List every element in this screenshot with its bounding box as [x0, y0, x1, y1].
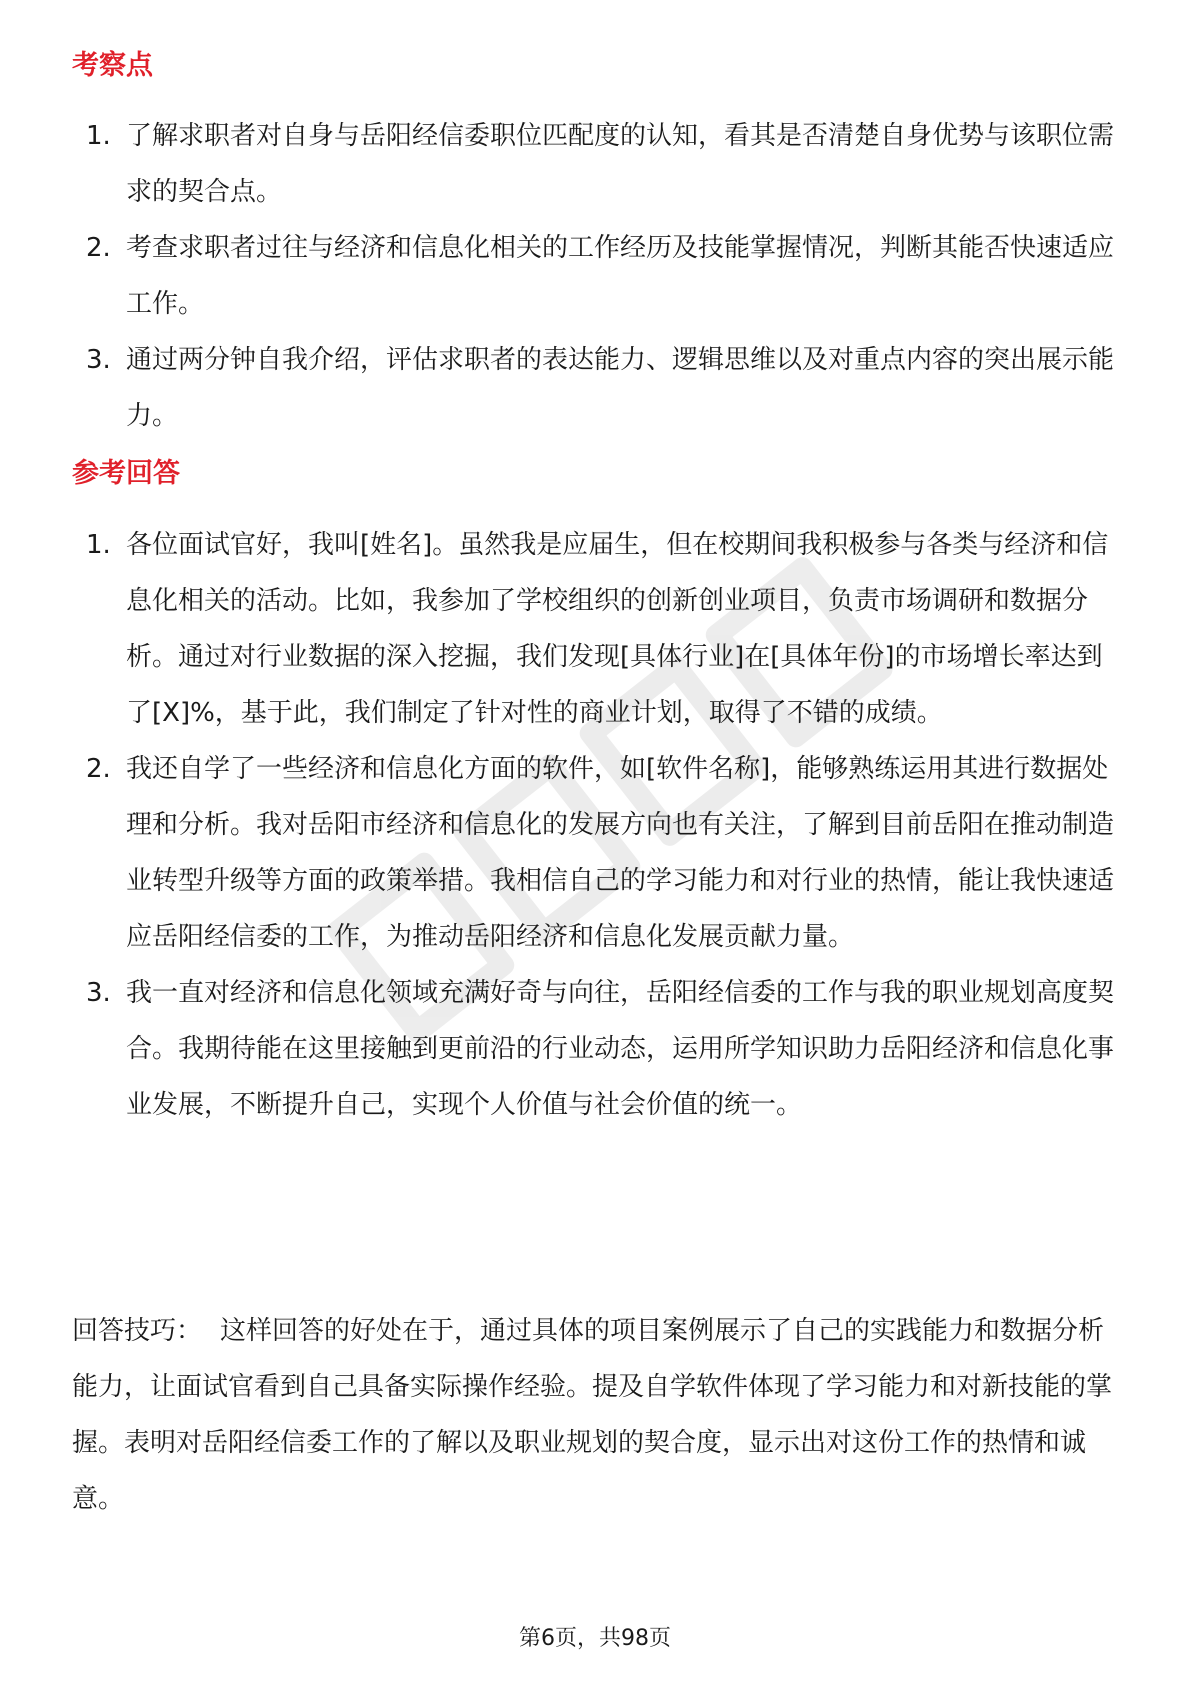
page-number-footer: 第6页，共98页 [519, 1626, 671, 1651]
list-item-text: 各位面试官好，我叫[姓名]。虽然我是应届生，但在校期间我积极参与各类与经济和信息化相关的活动。比如，我参加了学校组织的创新创业项目，负责市场调研和数据分析。通过对行业数据的深入挖掘，我们发现[具体行业]在[具体年份]的市场增长率达到了[X]%，基于此，我们制定了针对性的商业计划，取得了不错的成绩。 [126, 530, 1109, 728]
list-item-text: 通过两分钟自我介绍，评估求职者的表达能力、逻辑思维以及对重点内容的突出展示能力。 [126, 345, 1115, 431]
tips-label: 回答技巧： [72, 1316, 203, 1346]
tips-text: 这样回答的好处在于，通过具体的项目案例展示了自己的实践能力和数据分析能力，让面试官看到自己具备实际操作经验。提及自学软件体现了学习能力和对新技能的掌握。表明对岳阳经信委工作的了解以及职业规划的契合度，显示出对这份工作的热情和诚意。 [72, 1316, 1113, 1514]
assessment-list [0, 108, 1190, 444]
reference-answer-list [0, 517, 1190, 1133]
list-item-number: 1. [86, 530, 111, 560]
list-item-number: 2. [86, 233, 111, 263]
list-item [0, 108, 1190, 220]
list-item-number: 3. [86, 345, 111, 375]
section-title-assessment: 考察点 [72, 50, 153, 81]
list-item-number: 2. [86, 754, 111, 784]
section-title-reference-answer: 参考回答 [72, 458, 180, 489]
list-item [0, 332, 1190, 444]
list-item-number: 3. [86, 978, 111, 1008]
list-item [0, 220, 1190, 332]
list-item-text: 我还自学了一些经济和信息化方面的软件，如[软件名称]，能够熟练运用其进行数据处理和分析。我对岳阳市经济和信息化的发展方向也有关注，了解到目前岳阳在推动制造业转型升级等方面的政策举措。我相信自己的学习能力和对行业的热情，能让我快速适应岳阳经信委的工作，为推动岳阳经济和信息化发展贡献力量。 [126, 754, 1115, 952]
answer-tips-paragraph [72, 1303, 1120, 1527]
list-item [0, 517, 1190, 741]
list-item [0, 965, 1190, 1133]
list-item-number: 1. [86, 121, 111, 151]
list-item-text: 考查求职者过往与经济和信息化相关的工作经历及技能掌握情况，判断其能否快速适应工作。 [126, 233, 1115, 319]
list-item [0, 741, 1190, 965]
list-item-text: 了解求职者对自身与岳阳经信委职位匹配度的认知，看其是否清楚自身优势与该职位需求的契合点。 [126, 121, 1115, 207]
list-item-text: 我一直对经济和信息化领域充满好奇与向往，岳阳经信委的工作与我的职业规划高度契合。我期待能在这里接触到更前沿的行业动态，运用所学知识助力岳阳经济和信息化事业发展，不断提升自己，实现个人价值与社会价值的统一。 [126, 978, 1115, 1120]
